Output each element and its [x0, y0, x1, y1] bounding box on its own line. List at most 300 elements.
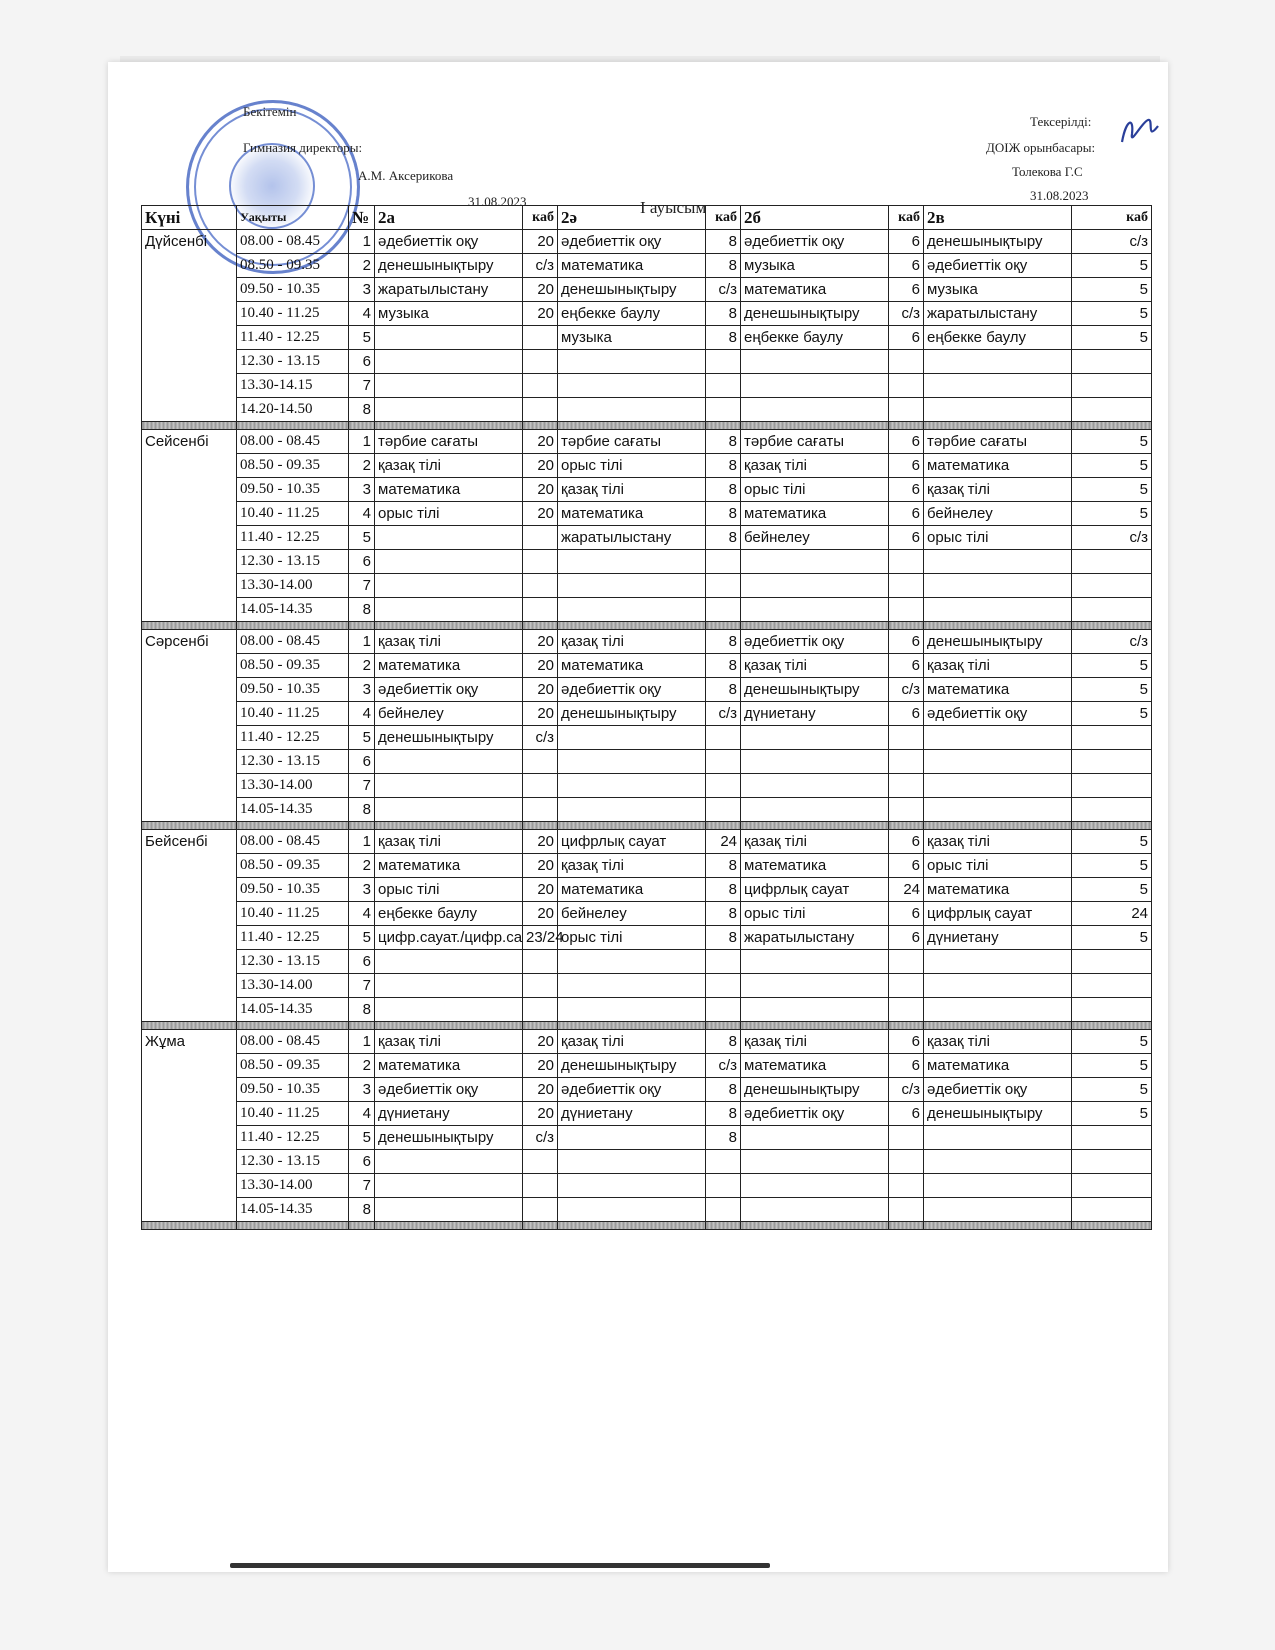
subject-cell [924, 1174, 1072, 1198]
room-cell: 5 [1072, 502, 1152, 526]
subject-cell [375, 950, 523, 974]
signature-icon [1118, 112, 1162, 150]
room-cell: 20 [523, 630, 558, 654]
day-cell [142, 902, 237, 926]
separator-cell [1072, 1022, 1152, 1030]
table-row [142, 526, 1152, 550]
room-cell: 5 [1072, 702, 1152, 726]
room-cell [889, 974, 924, 998]
room-cell [1072, 550, 1152, 574]
subject-cell: жаратылыстану [558, 526, 706, 550]
lesson-time: 12.30 - 13.15 [237, 1150, 349, 1174]
lesson-time: 14.05-14.35 [237, 798, 349, 822]
room-cell [889, 950, 924, 974]
subject-cell [741, 374, 889, 398]
separator-cell [924, 1022, 1072, 1030]
room-cell: 6 [889, 478, 924, 502]
subject-cell [558, 350, 706, 374]
day-label: Жұма [142, 1030, 237, 1054]
subject-cell [558, 1174, 706, 1198]
room-cell: 20 [523, 302, 558, 326]
separator-cell [741, 622, 889, 630]
room-cell: 20 [523, 678, 558, 702]
subject-cell: цифрлық сауат [741, 878, 889, 902]
table-row [142, 726, 1152, 750]
room-cell [1072, 374, 1152, 398]
separator-cell [706, 1222, 741, 1230]
room-cell: 8 [706, 254, 741, 278]
lesson-number: 5 [349, 326, 375, 350]
table-row [142, 774, 1152, 798]
separator-cell [889, 822, 924, 830]
separator-cell [889, 1222, 924, 1230]
lesson-number: 7 [349, 974, 375, 998]
subject-cell [375, 598, 523, 622]
separator-cell [924, 622, 1072, 630]
subject-cell [558, 950, 706, 974]
subject-cell: денешынықтыру [558, 1054, 706, 1078]
room-cell: 8 [706, 678, 741, 702]
lesson-time: 12.30 - 13.15 [237, 550, 349, 574]
subject-cell [741, 574, 889, 598]
day-cell [142, 574, 237, 598]
day-cell [142, 1198, 237, 1222]
subject-cell: жаратылыстану [924, 302, 1072, 326]
separator-cell [142, 622, 237, 630]
room-cell: 6 [889, 902, 924, 926]
table-row [142, 950, 1152, 974]
subject-cell: қазақ тілі [741, 1030, 889, 1054]
room-cell: 5 [1072, 878, 1152, 902]
subject-cell [924, 374, 1072, 398]
separator-cell [142, 822, 237, 830]
room-cell [706, 574, 741, 598]
col-kab: каб [889, 206, 924, 230]
lesson-time: 08.50 - 09.35 [237, 454, 349, 478]
separator-cell [1072, 622, 1152, 630]
subject-cell: математика [741, 1054, 889, 1078]
room-cell: 6 [889, 830, 924, 854]
subject-cell [375, 1174, 523, 1198]
lesson-number: 4 [349, 302, 375, 326]
col-class-2v: 2в [924, 206, 1072, 230]
subject-cell [924, 598, 1072, 622]
subject-cell [741, 1174, 889, 1198]
subject-cell: денешынықтыру [924, 1102, 1072, 1126]
table-row [142, 1174, 1152, 1198]
separator-cell [237, 1022, 349, 1030]
lesson-time: 10.40 - 11.25 [237, 502, 349, 526]
room-cell: 6 [889, 1054, 924, 1078]
day-label: Бейсенбі [142, 830, 237, 854]
lesson-number: 3 [349, 878, 375, 902]
table-row [142, 630, 1152, 654]
table-row [142, 254, 1152, 278]
subject-cell [375, 1150, 523, 1174]
room-cell: 8 [706, 902, 741, 926]
separator-cell [523, 422, 558, 430]
lesson-number: 4 [349, 702, 375, 726]
separator-cell [741, 822, 889, 830]
lesson-number: 6 [349, 750, 375, 774]
day-separator [142, 1222, 1152, 1230]
subject-cell [558, 798, 706, 822]
room-cell: 6 [889, 430, 924, 454]
subject-cell: әдебиеттік оқу [558, 678, 706, 702]
table-row [142, 750, 1152, 774]
table-row [142, 230, 1152, 254]
subject-cell: еңбекке баулу [558, 302, 706, 326]
room-cell [523, 1174, 558, 1198]
separator-cell [889, 422, 924, 430]
subject-cell [924, 974, 1072, 998]
timetable-body [142, 230, 1152, 1230]
table-row [142, 926, 1152, 950]
room-cell: 23/24 [523, 926, 558, 950]
subject-cell: қазақ тілі [375, 1030, 523, 1054]
day-cell [142, 1102, 237, 1126]
subject-cell [558, 398, 706, 422]
subject-cell: қазақ тілі [741, 654, 889, 678]
subject-cell: денешынықтыру [558, 278, 706, 302]
lesson-number: 6 [349, 350, 375, 374]
subject-cell: қазақ тілі [741, 454, 889, 478]
room-cell [889, 350, 924, 374]
subject-cell: дүниетану [375, 1102, 523, 1126]
subject-cell [741, 1150, 889, 1174]
col-kab: каб [1072, 206, 1152, 230]
room-cell [889, 1126, 924, 1150]
subject-cell: әдебиеттік оқу [924, 702, 1072, 726]
subject-cell [375, 326, 523, 350]
room-cell: 20 [523, 454, 558, 478]
room-cell [523, 326, 558, 350]
room-cell [706, 798, 741, 822]
room-cell: 5 [1072, 478, 1152, 502]
room-cell [523, 398, 558, 422]
subject-cell: қазақ тілі [558, 630, 706, 654]
separator-cell [741, 1222, 889, 1230]
room-cell: с/з [889, 678, 924, 702]
table-row [142, 798, 1152, 822]
lesson-number: 7 [349, 574, 375, 598]
day-separator [142, 422, 1152, 430]
room-cell: 5 [1072, 1054, 1152, 1078]
room-cell: 6 [889, 702, 924, 726]
lesson-time: 12.30 - 13.15 [237, 350, 349, 374]
room-cell: 6 [889, 654, 924, 678]
lesson-time: 12.30 - 13.15 [237, 750, 349, 774]
day-cell [142, 478, 237, 502]
subject-cell: қазақ тілі [924, 1030, 1072, 1054]
room-cell: с/з [1072, 630, 1152, 654]
lesson-number: 3 [349, 678, 375, 702]
lesson-time: 09.50 - 10.35 [237, 878, 349, 902]
subject-cell: математика [558, 654, 706, 678]
room-cell: 8 [706, 326, 741, 350]
room-cell: 6 [889, 326, 924, 350]
subject-cell [741, 726, 889, 750]
subject-cell [924, 774, 1072, 798]
room-cell [706, 374, 741, 398]
lesson-number: 2 [349, 254, 375, 278]
subject-cell: әдебиеттік оқу [741, 230, 889, 254]
approve-date: 31.08.2023 [468, 194, 527, 209]
subject-cell: денешынықтыру [741, 678, 889, 702]
room-cell: 20 [523, 902, 558, 926]
subject-cell [375, 1198, 523, 1222]
room-cell: 8 [706, 878, 741, 902]
lesson-time: 14.20-14.50 [237, 398, 349, 422]
lesson-number: 1 [349, 830, 375, 854]
lesson-number: 1 [349, 1030, 375, 1054]
room-cell: 8 [706, 478, 741, 502]
subject-cell [741, 1198, 889, 1222]
day-cell [142, 974, 237, 998]
subject-cell: дүниетану [741, 702, 889, 726]
subject-cell [741, 398, 889, 422]
table-row [142, 1030, 1152, 1054]
room-cell [889, 550, 924, 574]
room-cell: с/з [889, 1078, 924, 1102]
subject-cell: қазақ тілі [375, 454, 523, 478]
day-cell [142, 750, 237, 774]
subject-cell [741, 750, 889, 774]
room-cell: 5 [1072, 854, 1152, 878]
room-cell: 20 [523, 430, 558, 454]
subject-cell [741, 598, 889, 622]
subject-cell [375, 774, 523, 798]
subject-cell: жаратылыстану [741, 926, 889, 950]
day-label: Сәрсенбі [142, 630, 237, 654]
subject-cell: математика [558, 502, 706, 526]
subject-cell [558, 998, 706, 1022]
subject-cell: еңбекке баулу [741, 326, 889, 350]
room-cell: 6 [889, 1030, 924, 1054]
room-cell: 8 [706, 854, 741, 878]
table-row [142, 502, 1152, 526]
lesson-time: 11.40 - 12.25 [237, 726, 349, 750]
separator-cell [924, 1222, 1072, 1230]
room-cell: с/з [706, 1054, 741, 1078]
room-cell: 8 [706, 1126, 741, 1150]
subject-cell [558, 974, 706, 998]
subject-cell: әдебиеттік оқу [558, 1078, 706, 1102]
room-cell [1072, 998, 1152, 1022]
room-cell [523, 798, 558, 822]
subject-cell: математика [924, 678, 1072, 702]
subject-cell [558, 1126, 706, 1150]
room-cell: 5 [1072, 654, 1152, 678]
day-cell [142, 374, 237, 398]
room-cell [1072, 350, 1152, 374]
subject-cell: математика [924, 878, 1072, 902]
lesson-number: 6 [349, 1150, 375, 1174]
lesson-time: 12.30 - 13.15 [237, 950, 349, 974]
table-row [142, 1150, 1152, 1174]
day-cell [142, 326, 237, 350]
subject-cell: математика [741, 278, 889, 302]
lesson-number: 1 [349, 230, 375, 254]
subject-cell [741, 798, 889, 822]
room-cell: 20 [523, 478, 558, 502]
room-cell [706, 550, 741, 574]
room-cell: 8 [706, 526, 741, 550]
subject-cell [558, 1150, 706, 1174]
room-cell [706, 774, 741, 798]
separator-cell [558, 1222, 706, 1230]
subject-cell [741, 350, 889, 374]
table-row [142, 1126, 1152, 1150]
lesson-time: 10.40 - 11.25 [237, 302, 349, 326]
room-cell: 8 [706, 430, 741, 454]
subject-cell: математика [375, 478, 523, 502]
subject-cell: денешынықтыру [924, 230, 1072, 254]
room-cell [706, 598, 741, 622]
room-cell [523, 374, 558, 398]
approve-title: Бекітемін [243, 104, 297, 119]
separator-cell [237, 822, 349, 830]
room-cell [1072, 774, 1152, 798]
room-cell [1072, 1150, 1152, 1174]
lesson-number: 2 [349, 854, 375, 878]
room-cell [889, 774, 924, 798]
col-time: Уақыты [237, 206, 349, 230]
subject-cell [741, 998, 889, 1022]
subject-cell [558, 750, 706, 774]
subject-cell: денешынықтыру [375, 726, 523, 750]
room-cell: с/з [1072, 230, 1152, 254]
room-cell [1072, 598, 1152, 622]
lesson-number: 6 [349, 550, 375, 574]
table-row [142, 430, 1152, 454]
lesson-number: 7 [349, 374, 375, 398]
day-cell [142, 950, 237, 974]
separator-cell [706, 822, 741, 830]
room-cell: с/з [889, 302, 924, 326]
separator-cell [1072, 1222, 1152, 1230]
day-cell [142, 598, 237, 622]
day-cell [142, 302, 237, 326]
room-cell: 5 [1072, 278, 1152, 302]
lesson-time: 08.50 - 09.35 [237, 854, 349, 878]
room-cell: 5 [1072, 926, 1152, 950]
separator-cell [889, 622, 924, 630]
lesson-number: 5 [349, 926, 375, 950]
separator-cell [523, 822, 558, 830]
room-cell: 8 [706, 230, 741, 254]
table-row [142, 374, 1152, 398]
subject-cell: қазақ тілі [924, 478, 1072, 502]
room-cell [523, 598, 558, 622]
lesson-time: 13.30-14.00 [237, 774, 349, 798]
day-cell [142, 654, 237, 678]
lesson-time: 14.05-14.35 [237, 598, 349, 622]
room-cell [706, 1198, 741, 1222]
room-cell [523, 974, 558, 998]
room-cell: с/з [706, 702, 741, 726]
room-cell: 6 [889, 254, 924, 278]
table-row [142, 574, 1152, 598]
lesson-number: 4 [349, 1102, 375, 1126]
room-cell: 8 [706, 926, 741, 950]
approve-line: Гимназия директоры: [243, 140, 363, 155]
day-label: Дүйсенбі [142, 230, 237, 254]
table-row [142, 454, 1152, 478]
separator-cell [706, 422, 741, 430]
room-cell: 8 [706, 654, 741, 678]
subject-cell: математика [375, 854, 523, 878]
subject-cell [375, 974, 523, 998]
subject-cell [375, 798, 523, 822]
lesson-time: 13.30-14.00 [237, 574, 349, 598]
separator-cell [375, 1022, 523, 1030]
subject-cell: әдебиеттік оқу [924, 1078, 1072, 1102]
lesson-time: 11.40 - 12.25 [237, 1126, 349, 1150]
day-cell [142, 1126, 237, 1150]
lesson-time: 10.40 - 11.25 [237, 902, 349, 926]
check-name: Толекова Г.С [1012, 164, 1083, 179]
room-cell: 8 [706, 302, 741, 326]
lesson-time: 10.40 - 11.25 [237, 702, 349, 726]
check-date: 31.08.2023 [1030, 188, 1089, 203]
separator-cell [237, 1222, 349, 1230]
subject-cell: бейнелеу [558, 902, 706, 926]
day-cell [142, 398, 237, 422]
lesson-number: 8 [349, 798, 375, 822]
room-cell: 5 [1072, 1078, 1152, 1102]
day-cell [142, 1150, 237, 1174]
lesson-number: 2 [349, 654, 375, 678]
subject-cell: денешынықтыру [741, 302, 889, 326]
room-cell: с/з [1072, 526, 1152, 550]
separator-cell [375, 1222, 523, 1230]
lesson-time: 14.05-14.35 [237, 1198, 349, 1222]
subject-cell [924, 550, 1072, 574]
subject-cell: орыс тілі [375, 502, 523, 526]
room-cell [1072, 726, 1152, 750]
day-cell [142, 350, 237, 374]
day-cell [142, 854, 237, 878]
subject-cell: музыка [924, 278, 1072, 302]
room-cell [523, 1198, 558, 1222]
subject-cell: әдебиеттік оқу [558, 230, 706, 254]
room-cell: 20 [523, 702, 558, 726]
subject-cell: математика [375, 654, 523, 678]
room-cell: 6 [889, 926, 924, 950]
day-separator [142, 622, 1152, 630]
day-cell [142, 702, 237, 726]
subject-cell [924, 750, 1072, 774]
day-cell [142, 926, 237, 950]
lesson-number: 8 [349, 998, 375, 1022]
day-cell [142, 1054, 237, 1078]
day-cell [142, 726, 237, 750]
subject-cell [558, 726, 706, 750]
lesson-time: 11.40 - 12.25 [237, 926, 349, 950]
subject-cell: орыс тілі [558, 454, 706, 478]
subject-cell: денешынықтыру [924, 630, 1072, 654]
subject-cell [924, 998, 1072, 1022]
subject-cell: қазақ тілі [741, 830, 889, 854]
table-row [142, 1078, 1152, 1102]
subject-cell: әдебиеттік оқу [375, 230, 523, 254]
table-row [142, 278, 1152, 302]
room-cell: 6 [889, 630, 924, 654]
col-num: № [349, 206, 375, 230]
room-cell: 6 [889, 526, 924, 550]
subject-cell [924, 1126, 1072, 1150]
